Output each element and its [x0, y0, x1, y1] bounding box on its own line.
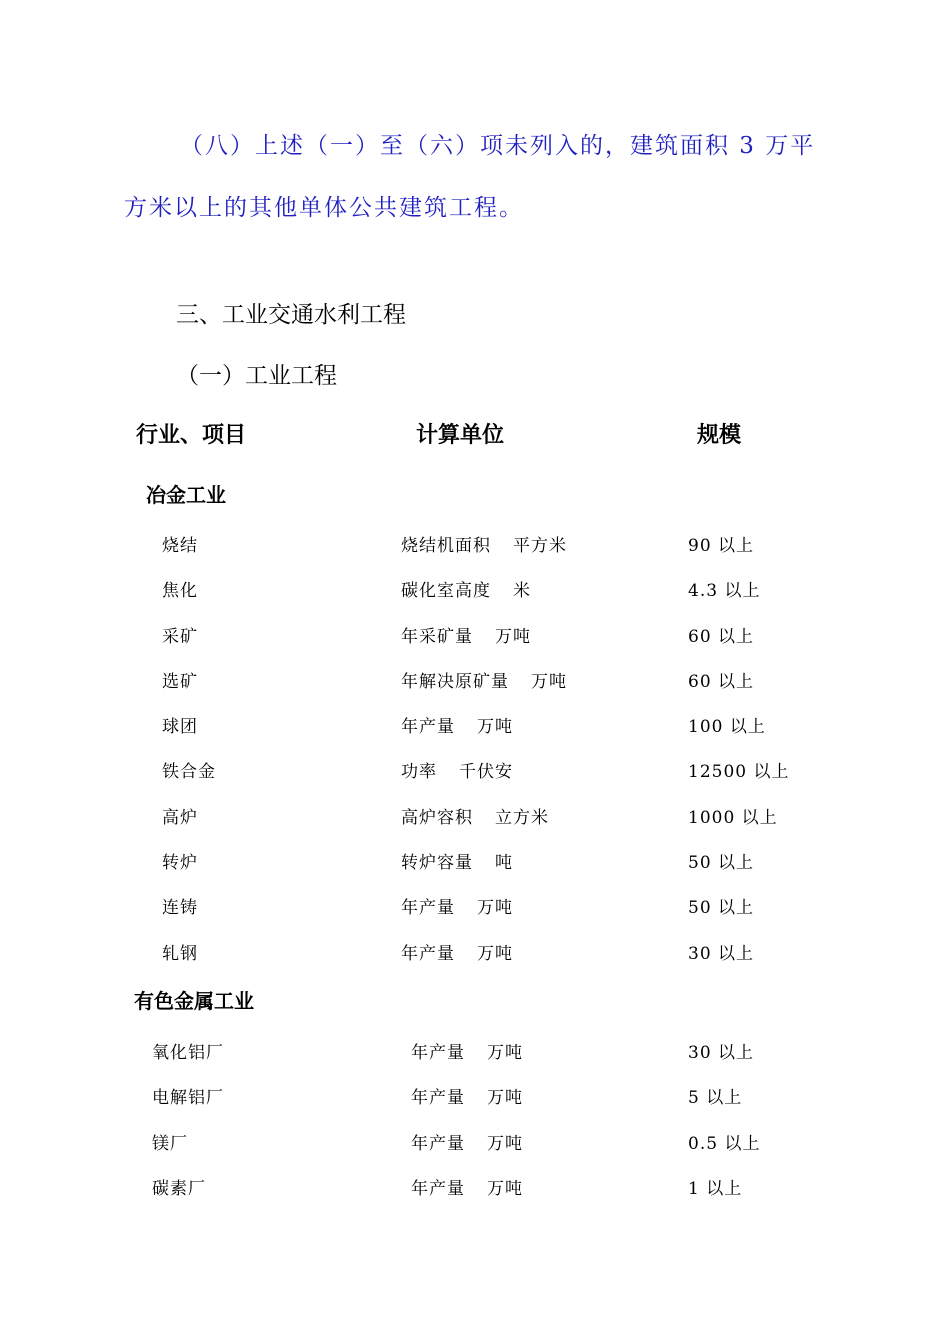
intro-line-1: （八）上述（一）至（六）项未列入的，建筑面积 3 万平 [180, 133, 816, 159]
row-unit-measure: 功率 [401, 762, 437, 783]
table-row [0, 893, 950, 938]
row-scale: 100 以上 [688, 717, 766, 738]
row-unit-name: 万吨 [477, 943, 513, 964]
row-unit [401, 803, 549, 828]
row-unit-measure: 高炉容积 [401, 807, 473, 828]
row-unit-measure: 年解决原矿量 [401, 671, 509, 692]
column-header-unit: 计算单位 [416, 423, 505, 448]
row-unit-name: 吨 [495, 853, 513, 874]
table-row [0, 757, 950, 802]
row-scale: 1 以上 [688, 1178, 743, 1199]
row-item: 铁合金 [162, 762, 216, 783]
row-unit-name: 立方米 [495, 807, 549, 828]
row-unit [401, 622, 531, 647]
metallurgy-rows [0, 531, 950, 984]
row-unit [401, 667, 567, 692]
row-scale: 60 以上 [688, 626, 755, 647]
table-row [0, 939, 950, 984]
row-unit [401, 848, 513, 873]
row-unit [411, 1129, 523, 1154]
row-unit-measure: 烧结机面积 [401, 536, 491, 556]
row-unit-name: 万吨 [487, 1088, 523, 1109]
row-unit-name: 万吨 [477, 717, 513, 738]
row-item: 碳素厂 [152, 1178, 206, 1199]
row-scale: 5 以上 [688, 1088, 743, 1109]
row-item: 烧结 [162, 536, 198, 556]
row-scale: 0.5 以上 [688, 1133, 761, 1154]
row-unit-name: 万吨 [477, 898, 513, 919]
row-unit-measure: 年产量 [411, 1088, 465, 1109]
row-scale: 50 以上 [688, 898, 755, 919]
row-scale: 50 以上 [688, 853, 755, 874]
row-unit [401, 576, 531, 601]
nonferrous-rows [0, 1038, 950, 1219]
row-unit-measure: 年采矿量 [401, 626, 473, 647]
row-unit [401, 893, 513, 918]
row-scale: 30 以上 [688, 943, 755, 964]
row-item: 转炉 [162, 853, 198, 874]
row-unit-measure: 转炉容量 [401, 853, 473, 874]
row-item: 球团 [162, 717, 198, 738]
row-item: 连铸 [162, 898, 198, 919]
intro-line-2: 方米以上的其他单体公共建筑工程。 [124, 195, 524, 221]
row-unit-name: 万吨 [487, 1133, 523, 1154]
row-unit [401, 712, 513, 737]
row-item: 焦化 [162, 581, 198, 602]
column-header-scale: 规模 [697, 423, 742, 448]
row-item: 采矿 [162, 626, 198, 647]
row-item: 高炉 [162, 807, 198, 828]
row-item: 轧钢 [162, 943, 198, 964]
row-unit-name: 万吨 [487, 1178, 523, 1199]
row-scale: 4.3 以上 [688, 581, 761, 602]
row-unit-measure: 年产量 [411, 1133, 465, 1154]
row-unit [401, 757, 513, 782]
row-unit-name: 万吨 [487, 1043, 523, 1063]
table-row [0, 1083, 950, 1128]
row-unit-measure: 年产量 [411, 1043, 465, 1063]
table-row [0, 1174, 950, 1219]
row-unit-measure: 年产量 [411, 1178, 465, 1199]
row-scale: 60 以上 [688, 671, 755, 692]
row-unit-name: 万吨 [495, 626, 531, 647]
row-unit [411, 1038, 523, 1063]
row-unit-measure: 年产量 [401, 898, 455, 919]
row-scale: 1000 以上 [688, 807, 778, 828]
row-item: 镁厂 [152, 1133, 188, 1154]
row-unit [411, 1174, 523, 1199]
table-row [0, 803, 950, 848]
table-row [0, 1038, 950, 1083]
table-row [0, 667, 950, 712]
row-item: 氧化铝厂 [152, 1043, 224, 1063]
subsection-title: （一）工业工程 [176, 363, 337, 389]
table-row [0, 848, 950, 893]
row-item: 电解铝厂 [152, 1088, 224, 1109]
row-scale: 12500 以上 [688, 762, 790, 783]
row-item: 选矿 [162, 671, 198, 692]
row-unit-name: 平方米 [513, 536, 567, 556]
row-unit [401, 531, 567, 556]
row-scale: 90 以上 [688, 536, 755, 556]
section-title: 三、工业交通水利工程 [176, 302, 406, 328]
row-unit [411, 1083, 523, 1108]
table-row [0, 622, 950, 667]
row-unit-name: 米 [513, 581, 531, 602]
row-unit-name: 万吨 [531, 671, 567, 692]
row-unit-name: 千伏安 [459, 762, 513, 783]
column-header-item: 行业、项目 [136, 423, 247, 448]
row-unit-measure: 年产量 [401, 943, 455, 964]
table-row [0, 712, 950, 757]
table-row [0, 531, 950, 576]
row-unit [401, 939, 513, 964]
table-row [0, 1129, 950, 1174]
table-row [0, 576, 950, 621]
row-unit-measure: 碳化室高度 [401, 581, 491, 602]
group-title-nonferrous: 有色金属工业 [134, 989, 254, 1013]
row-unit-measure: 年产量 [401, 717, 455, 738]
group-title-metallurgy: 冶金工业 [146, 483, 226, 507]
row-scale: 30 以上 [688, 1043, 755, 1063]
